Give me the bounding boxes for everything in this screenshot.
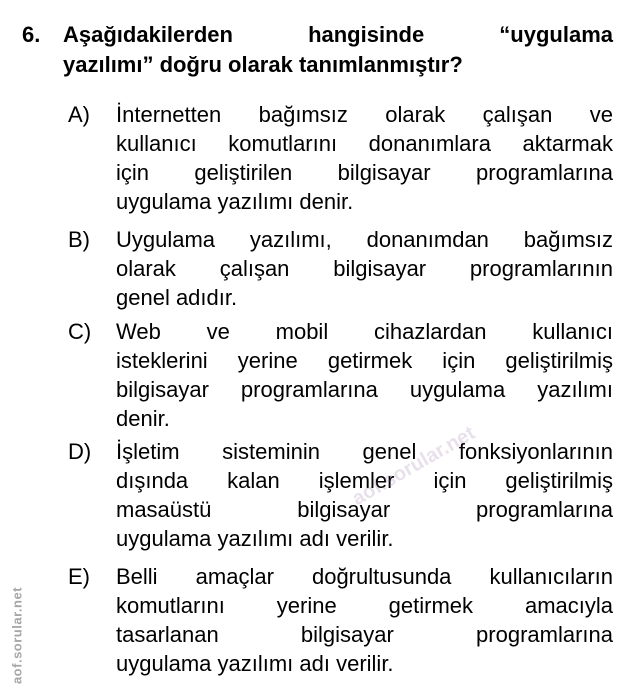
option-line: komutlarını yerine getirmek amacıyla <box>116 593 613 618</box>
option-line: olarak çalışan bilgisayar programlarının <box>116 256 613 281</box>
option-line: için geliştirilen bilgisayar programlarına <box>116 160 613 185</box>
option-line: genel adıdır. <box>116 285 238 310</box>
option-line: denir. <box>116 406 170 431</box>
question-stem <box>63 20 613 80</box>
option-line: uygulama yazılımı adı verilir. <box>116 526 394 551</box>
option-line: İşletim sisteminin genel fonksiyonlarının <box>116 439 613 464</box>
watermark-side: aof.sorular.net <box>9 586 25 685</box>
question-stem-line: Aşağıdakilerden hangisinde “uygulama <box>63 22 613 47</box>
option-line: İnternetten bağımsız olarak çalışan ve <box>116 102 613 127</box>
option-line: isteklerini yerine getirmek için geliştirilmiş <box>116 348 613 373</box>
option-line: bilgisayar programlarına uygulama yazılımı <box>116 377 613 402</box>
option-line: kullanıcı komutlarını donanımlara aktarmak <box>116 131 613 156</box>
option-line: Belli amaçlar doğrultusunda kullanıcıların <box>116 564 613 589</box>
option-letter: C) <box>68 319 92 344</box>
option-line: Uygulama yazılımı, donanımdan bağımsız <box>116 227 613 252</box>
watermark-center: aof.sorular.net <box>348 422 479 511</box>
option-text <box>116 317 613 433</box>
option-text <box>116 562 613 678</box>
option-text <box>116 100 613 216</box>
option-letter: A) <box>68 102 90 127</box>
option-letter: B) <box>68 227 90 252</box>
option-line: Web ve mobil cihazlardan kullanıcı <box>116 319 613 344</box>
option-line: uygulama yazılımı adı verilir. <box>116 651 394 676</box>
option-line: tasarlanan bilgisayar programlarına <box>116 622 613 647</box>
option-letter: E) <box>68 564 90 589</box>
option-text <box>116 225 613 312</box>
question-number: 6. <box>22 22 41 47</box>
option-line: dışında kalan işlemler için geliştirilmiş <box>116 468 613 493</box>
question-stem-line: yazılımı” doğru olarak tanımlanmıştır? <box>63 52 463 77</box>
option-line: uygulama yazılımı denir. <box>116 189 354 214</box>
option-letter: D) <box>68 439 92 464</box>
option-line: masaüstü bilgisayar programlarına <box>116 497 613 522</box>
